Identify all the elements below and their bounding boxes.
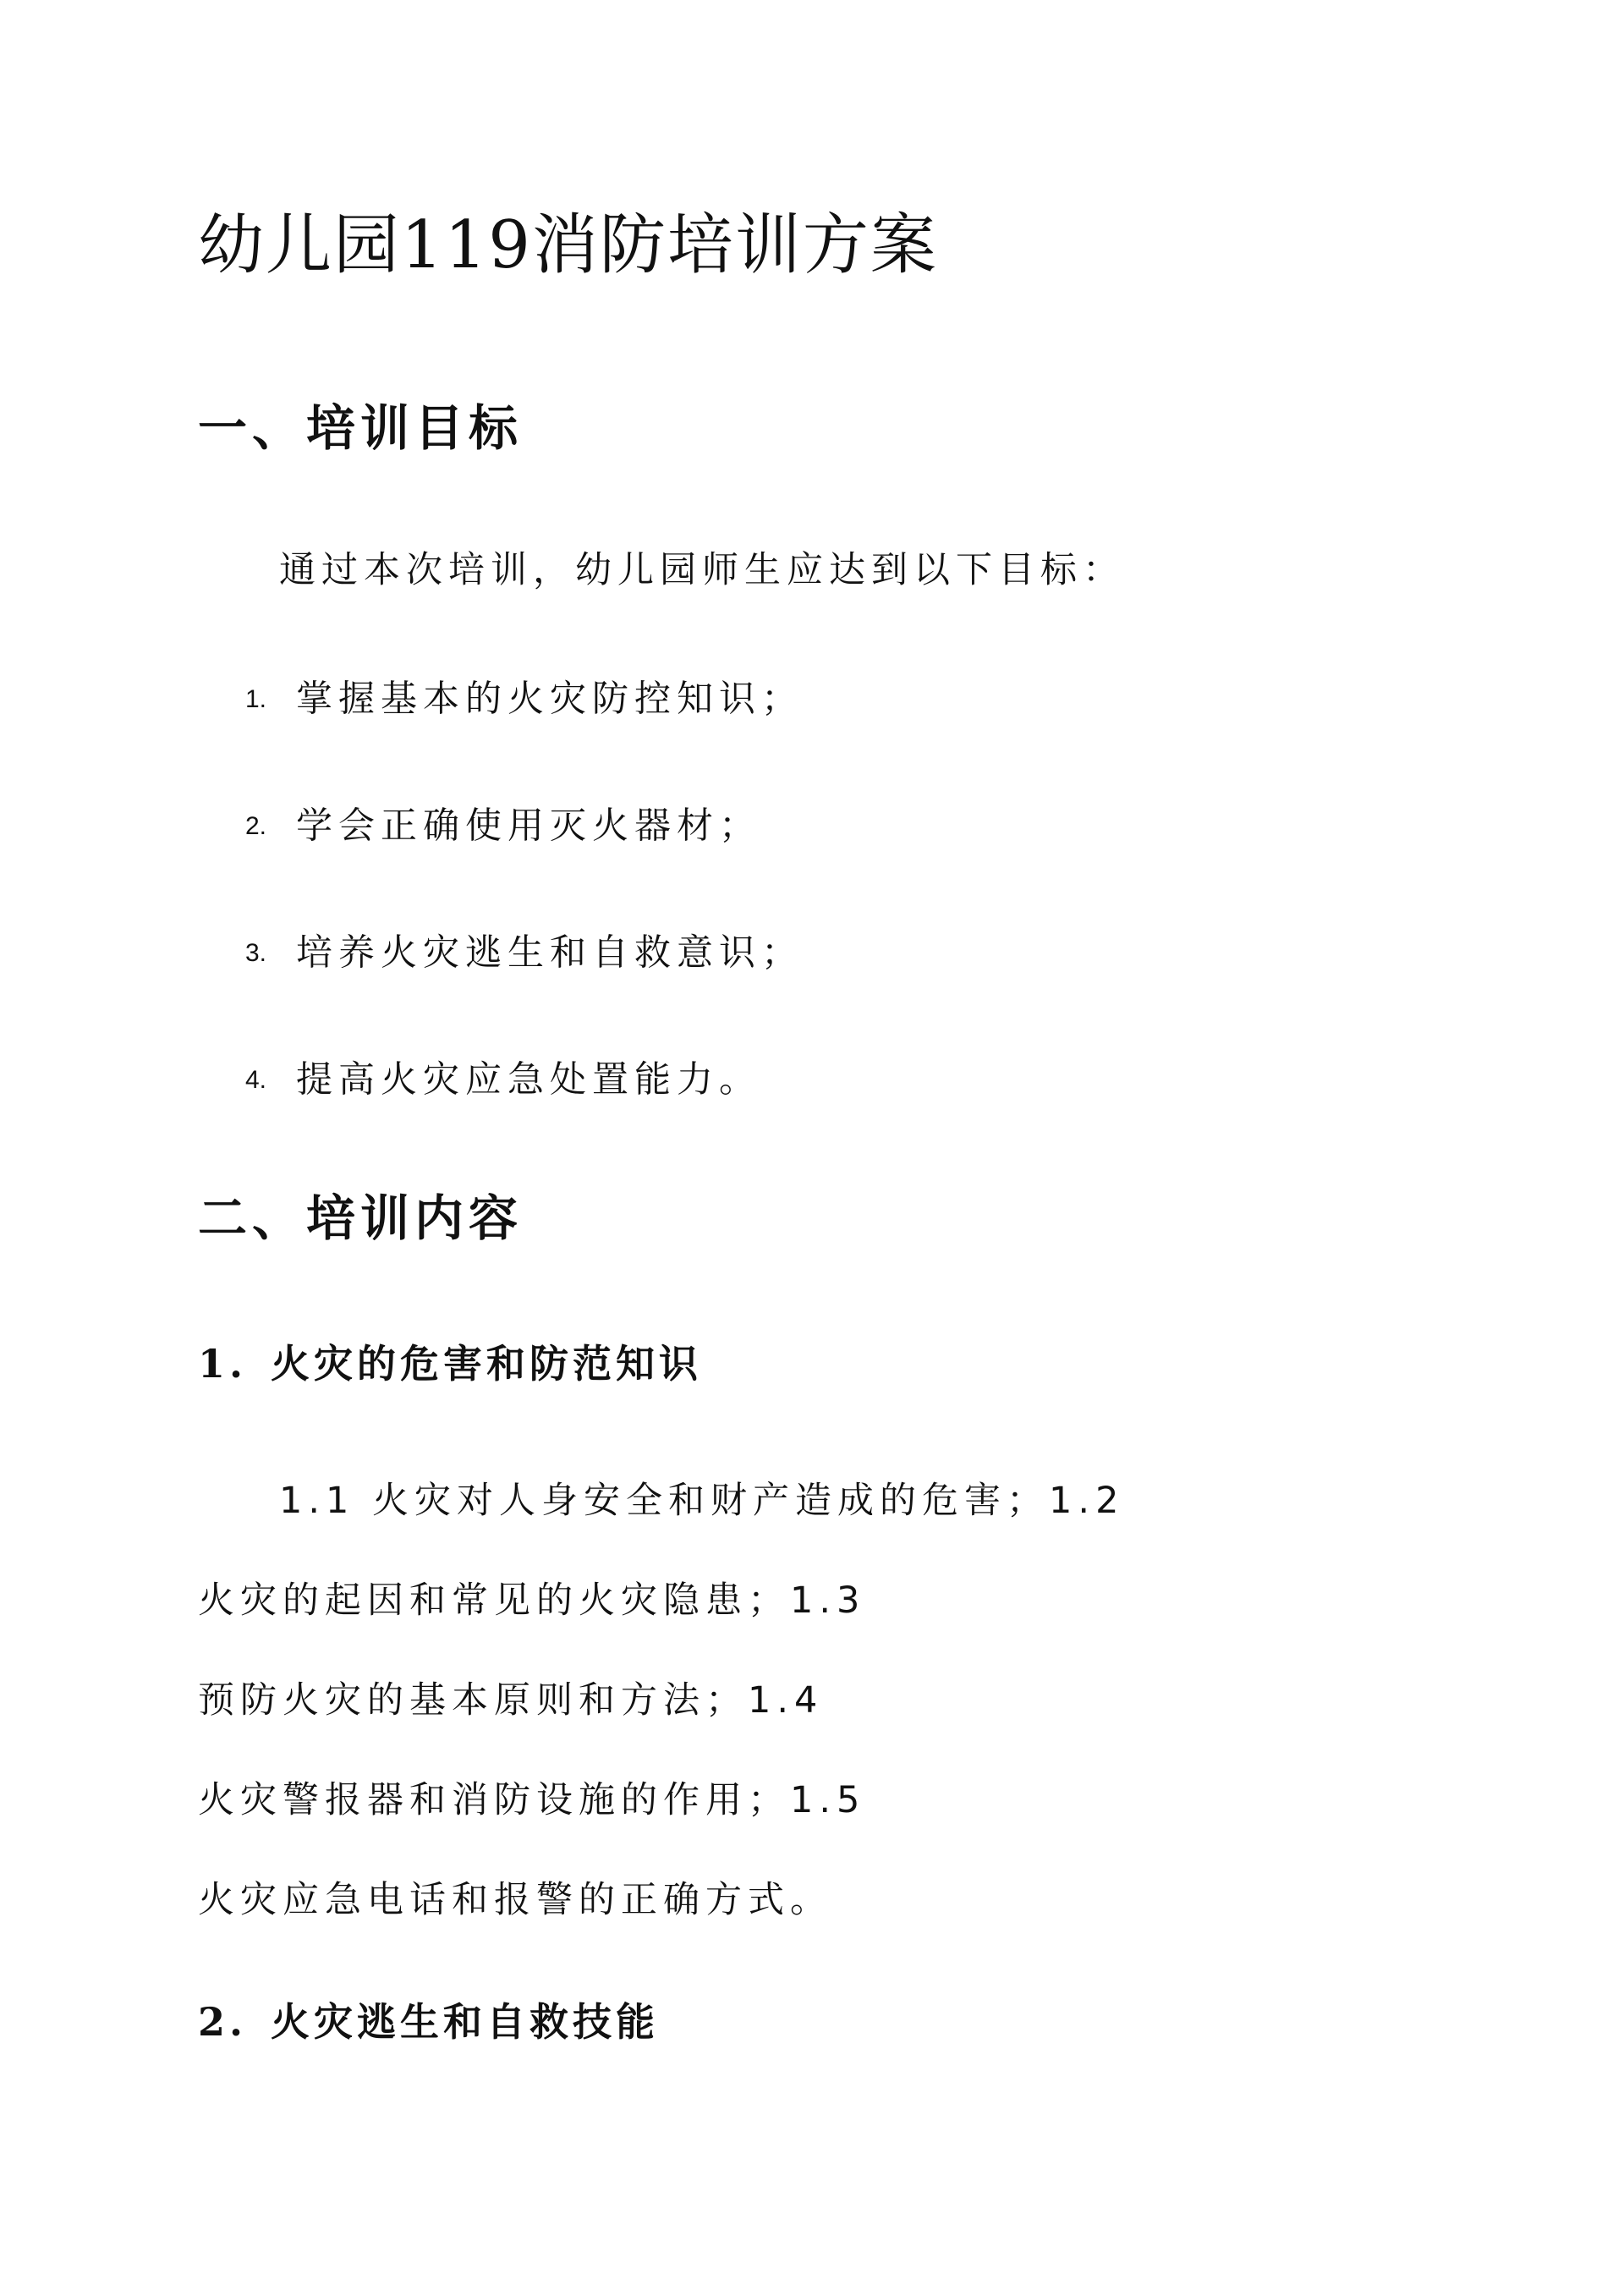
section-heading-content: 二、培训内容 — [198, 1189, 524, 1247]
content-line-4: 火灾警报器和消防设施的作用；1.5 — [198, 1779, 866, 1821]
subsection-number: 2. — [198, 1999, 248, 2045]
content-line-2: 火灾的起因和常见的火灾隐患；1.3 — [198, 1579, 866, 1622]
subsection-number: 1. — [198, 1341, 248, 1387]
list-number: 3. — [245, 938, 267, 967]
subsection-heading-1 — [198, 1337, 702, 1391]
list-text: 提高火灾应急处置能力。 — [296, 1058, 761, 1101]
list-text: 学会正确使用灭火器材； — [296, 805, 761, 848]
goal-list-item-4 — [245, 1054, 761, 1106]
list-number: 1. — [245, 684, 267, 713]
goal-list-item-3 — [245, 927, 804, 979]
list-text: 掌握基本的火灾防控知识； — [296, 678, 804, 721]
goal-list-item-1 — [245, 673, 804, 725]
goals-intro: 通过本次培训，幼儿园师生应达到以下目标： — [279, 549, 1125, 591]
content-line-3: 预防火灾的基本原则和方法；1.4 — [198, 1679, 824, 1722]
subsection-heading-2 — [198, 1995, 659, 2049]
list-text: 培养火灾逃生和自救意识； — [296, 931, 804, 975]
subsection-title: 火灾逃生和自救技能 — [271, 1999, 659, 2045]
document-title: 幼儿园119消防培训方案 — [198, 207, 938, 283]
subsection-title: 火灾的危害和防范知识 — [271, 1341, 702, 1387]
list-number: 2. — [245, 811, 267, 840]
goal-list-item-2 — [245, 800, 761, 852]
section-heading-goals: 一、培训目标 — [198, 399, 524, 457]
content-line-5: 火灾应急电话和报警的正确方式。 — [198, 1879, 832, 1921]
content-line-1: 1.1 火灾对人身安全和财产造成的危害；1.2 — [279, 1480, 1125, 1522]
list-number: 4. — [245, 1065, 267, 1094]
